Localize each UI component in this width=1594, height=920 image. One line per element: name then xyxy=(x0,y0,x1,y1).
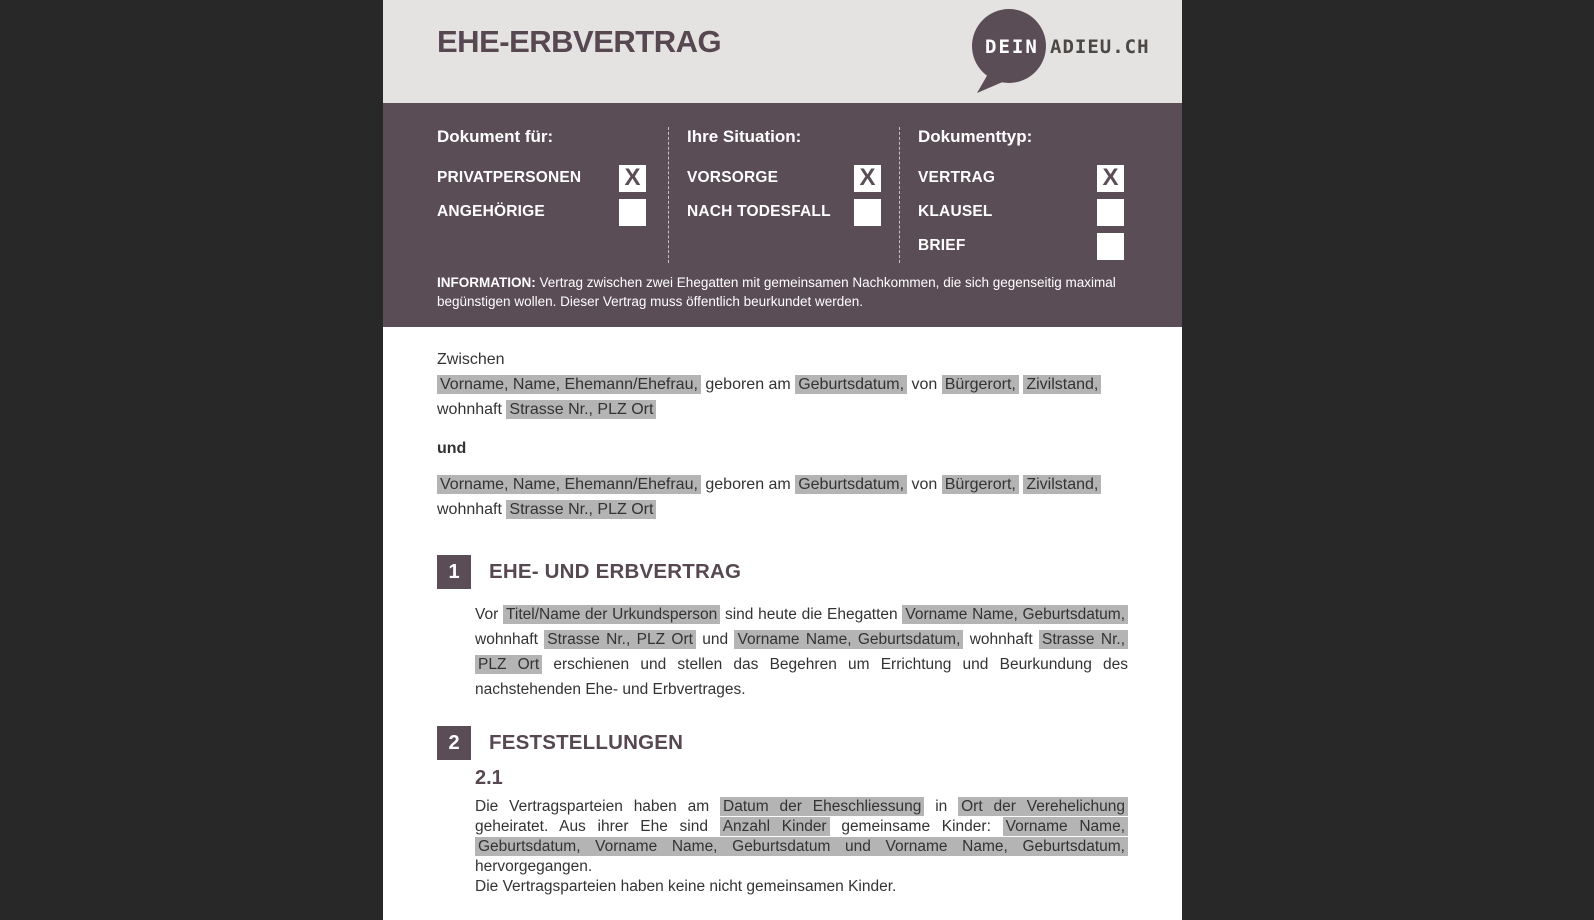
placeholder-field: Zivilstand, xyxy=(1023,475,1101,494)
placeholder-field: Vorname Name, Geburtsdatum, xyxy=(734,630,963,649)
section-content xyxy=(475,602,1128,702)
text-run: wohnhaft xyxy=(437,501,507,518)
filter-column-header: Dokument für: xyxy=(437,127,554,146)
placeholder-field: Bürgerort, xyxy=(942,375,1019,394)
filter-option-brief xyxy=(918,229,1124,263)
placeholder-field: Geburtsdatum, xyxy=(795,375,907,394)
filter-column-dokumenttyp xyxy=(900,127,1124,263)
subsection-label: 2.1 xyxy=(475,767,503,789)
text-run: gemeinsame Kinder: xyxy=(829,818,1003,835)
placeholder-field: Bürgerort, xyxy=(942,475,1019,494)
filter-option-angehoerige xyxy=(437,195,646,229)
document-body xyxy=(383,327,1182,897)
placeholder-field: Strasse Nr., PLZ Ort xyxy=(544,630,696,649)
text-run: sind heute die Ehegatten xyxy=(720,606,903,623)
page-title: EHE-ERBVERTRAG xyxy=(437,24,722,59)
filter-option-nach-todesfall xyxy=(687,195,881,229)
checkbox-checked: X xyxy=(619,165,646,192)
text-run: von xyxy=(907,376,942,393)
filter-option-label: VORSORGE xyxy=(687,169,779,186)
filter-option-vorsorge xyxy=(687,161,881,195)
filter-option-label: ANGEHÖRIGE xyxy=(437,203,545,220)
placeholder-field: Anzahl Kinder xyxy=(720,817,830,836)
section-ehe-und-erbvertrag xyxy=(437,555,1128,702)
information-label: INFORMATION: xyxy=(437,275,536,290)
checkbox-checked: X xyxy=(1097,165,1124,192)
placeholder-field: Vorname Name, Geburtsdatum, xyxy=(902,605,1128,624)
placeholder-field: Ort der Verehelichung xyxy=(958,797,1128,816)
section-paragraph xyxy=(475,602,1128,702)
filter-column-header: Ihre Situation: xyxy=(687,127,802,146)
filter-column-ihre-situation xyxy=(668,127,900,263)
logo-text-adieu-ch: ADIEU.CH xyxy=(1050,36,1150,58)
document-meta-band xyxy=(383,103,1182,327)
text-run: hervorgegangen. xyxy=(475,858,593,875)
document-header xyxy=(383,0,1182,103)
filter-option-label: BRIEF xyxy=(918,237,966,254)
checkbox-unchecked xyxy=(854,199,881,226)
placeholder-field: Vorname Name, Geburtsdatum, Vorname Name, Geburtsdatum und Vorname Name, Geburtsdatum, xyxy=(475,817,1128,856)
placeholder-field: Geburtsdatum, xyxy=(795,475,907,494)
checkbox-checked: X xyxy=(854,165,881,192)
placeholder-field: Strasse Nr., PLZ Ort xyxy=(475,630,1128,674)
logo-text-dein: DEIN xyxy=(985,36,1039,58)
checkbox-unchecked xyxy=(1097,199,1124,226)
text-run: von xyxy=(907,476,942,493)
document-page xyxy=(383,0,1182,920)
information-note xyxy=(437,273,1128,319)
placeholder-field: Vorname, Name, Ehemann/Ehefrau, xyxy=(437,475,701,494)
filter-option-vertrag xyxy=(918,161,1124,195)
placeholder-field: Strasse Nr., PLZ Ort xyxy=(506,500,656,519)
placeholder-field: Strasse Nr., PLZ Ort xyxy=(506,400,656,419)
section-number-badge: 1 xyxy=(437,555,471,589)
deinadieu-logo xyxy=(968,5,1154,97)
party-1-line xyxy=(437,372,1128,422)
text-run: geboren am xyxy=(700,476,796,493)
text-run: wohnhaft xyxy=(475,631,545,648)
filter-option-label: KLAUSEL xyxy=(918,203,993,220)
information-text: Vertrag zwischen zwei Ehegatten mit gemeinsamen Nachkommen, die sich gegenseitig maximal begünstigen wollen. Dieser Vertrag muss öffentlich beurkundet werden. xyxy=(437,275,1116,309)
filter-option-privatpersonen xyxy=(437,161,646,195)
section-paragraph xyxy=(475,797,1128,877)
party-2-line xyxy=(437,472,1128,522)
section-feststellungen xyxy=(437,726,1128,897)
filter-columns xyxy=(437,127,1128,263)
placeholder-field: Zivilstand, xyxy=(1023,375,1101,394)
section-heading xyxy=(437,555,1128,589)
checkbox-unchecked xyxy=(619,199,646,226)
section-number-badge: 2 xyxy=(437,726,471,760)
filter-option-label: NACH TODESFALL xyxy=(687,203,831,220)
closing-line: Die Vertragsparteien haben keine nicht gemeinsamen Kinder. xyxy=(475,878,897,895)
text-run: Vor xyxy=(475,606,503,623)
text-run: Die Vertragsparteien haben am xyxy=(475,798,721,815)
filter-column-dokument-fuer xyxy=(437,127,668,263)
section-title: EHE- UND ERBVERTRAG xyxy=(489,560,742,583)
text-run: wohnhaft xyxy=(437,401,507,418)
text-run: geheiratet. Aus ihrer Ehe sind xyxy=(475,818,720,835)
filter-column-header: Dokumenttyp: xyxy=(918,127,1033,146)
text-run: erschienen und stellen das Begehren um Errichtung und Beurkundung des nachstehenden Ehe- und Erbvertrages. xyxy=(475,656,1129,698)
filter-option-label: VERTRAG xyxy=(918,169,996,186)
section-content xyxy=(475,767,1128,897)
placeholder-field: Titel/Name der Urkundsperson xyxy=(503,605,720,624)
text-run: in xyxy=(924,798,959,815)
placeholder-field: Vorname, Name, Ehemann/Ehefrau, xyxy=(437,375,701,394)
intro-zwischen: Zwischen xyxy=(437,351,505,368)
intro-und: und xyxy=(437,440,467,457)
filter-option-label: PRIVATPERSONEN xyxy=(437,169,582,186)
filter-option-klausel xyxy=(918,195,1124,229)
text-run: und xyxy=(695,631,735,648)
section-title: FESTSTELLUNGEN xyxy=(489,731,684,754)
placeholder-field: Datum der Eheschliessung xyxy=(720,797,924,816)
section-heading xyxy=(437,726,1128,760)
text-run: wohnhaft xyxy=(963,631,1039,648)
text-run: geboren am xyxy=(700,376,796,393)
checkbox-unchecked xyxy=(1097,233,1124,260)
